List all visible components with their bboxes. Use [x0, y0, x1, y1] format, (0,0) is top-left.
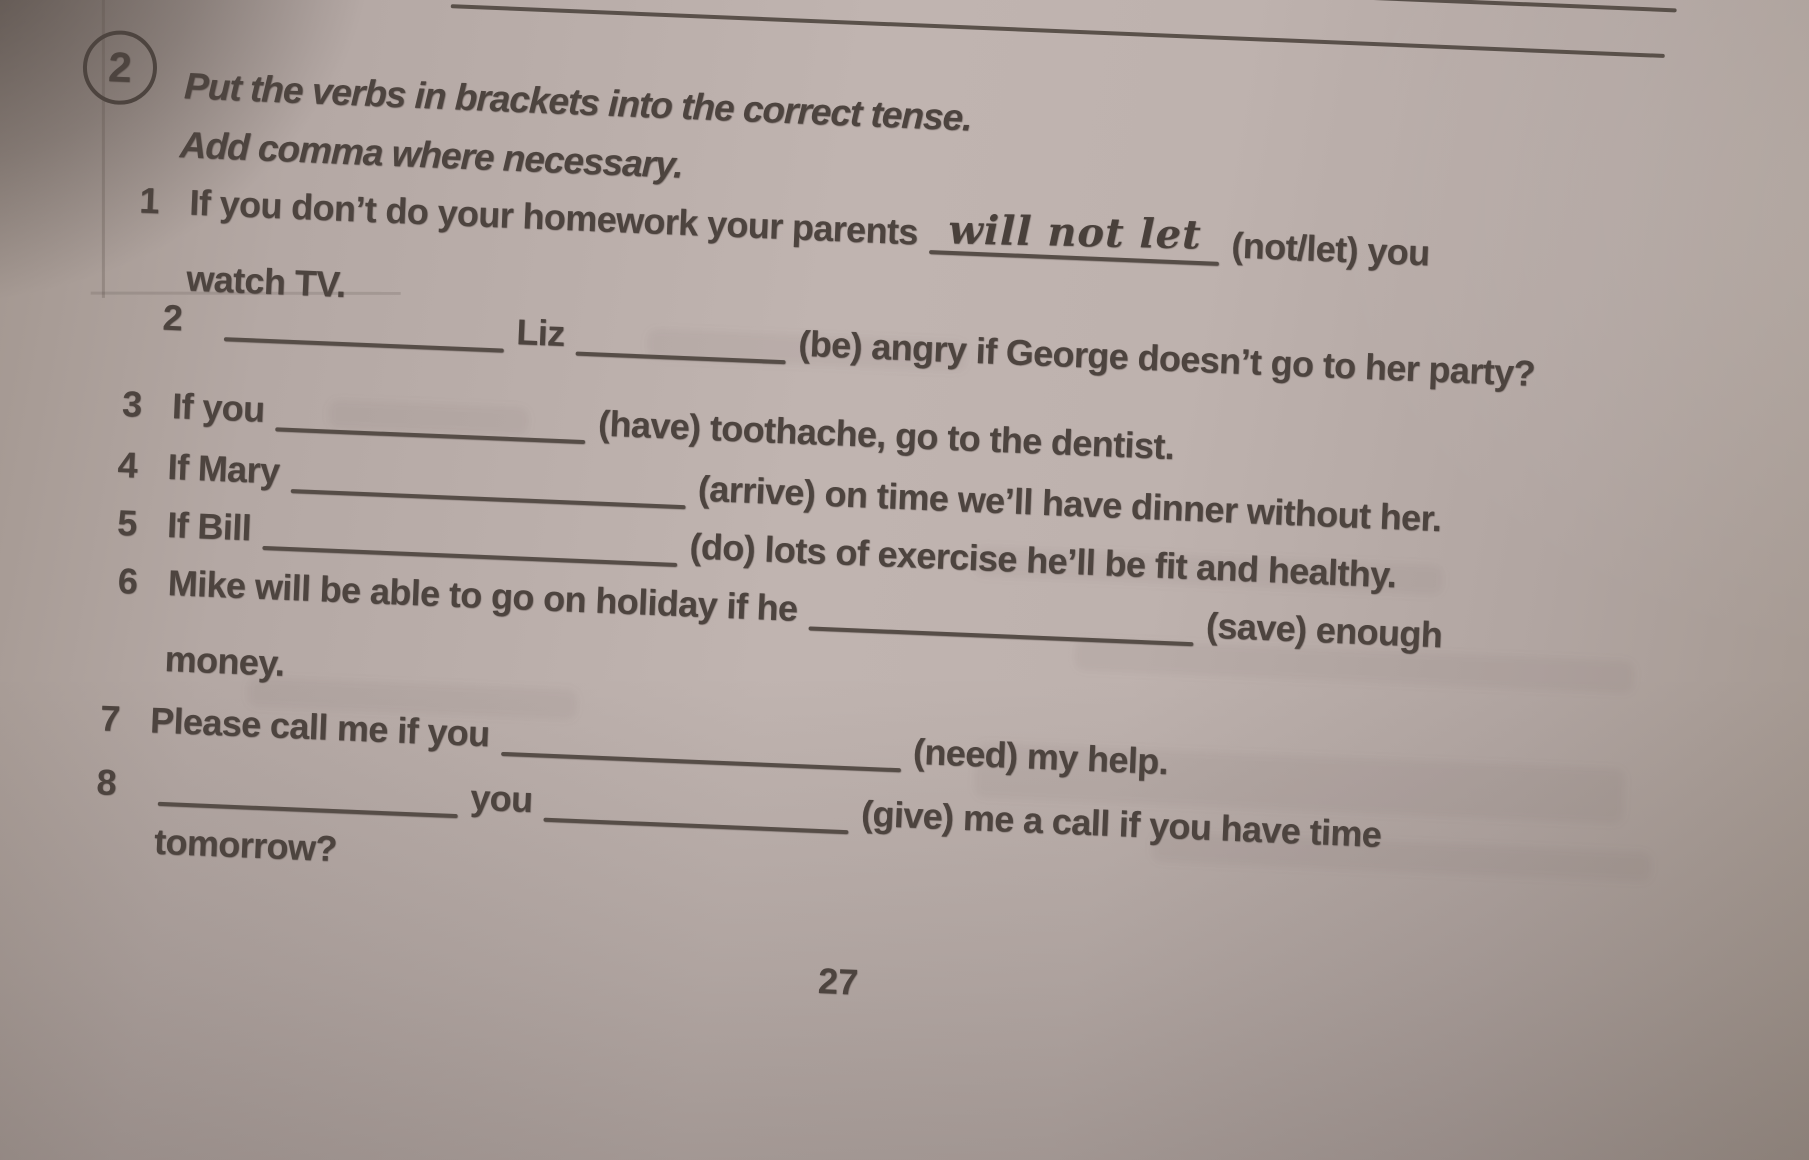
item-text: Liz [515, 311, 566, 355]
item-text: you [469, 776, 534, 821]
item-number: 4 [116, 443, 138, 486]
item-number: 7 [99, 697, 121, 740]
item-text: If Bill [166, 503, 252, 549]
item-text: If Mary [166, 445, 281, 492]
exercise-item-6-line-2: money. [163, 638, 286, 684]
verb-hint: (do) lots of exercise he’ll be fit and healthy. [688, 525, 1398, 596]
exercise-item-1-line-2: watch TV. [185, 257, 347, 306]
item-number: 1 [138, 179, 160, 222]
page-number: 27 [817, 960, 859, 1003]
verb-hint: (be) angry if George doesn’t go to her party? [797, 322, 1536, 394]
exercise-title-line-2: Add comma where necessary. [179, 124, 684, 186]
item-text: If you don’t do your homework your parents [188, 181, 919, 253]
answer-blank [262, 546, 677, 567]
exercise-item-2 [162, 297, 1536, 395]
previous-exercise-answer-line [1362, 0, 1677, 12]
verb-hint: (need) my help. [912, 730, 1169, 783]
item-text: Mike will be able to go on holiday if he [167, 562, 799, 629]
verb-hint: (arrive) on time we’ll have dinner without her. [697, 467, 1443, 540]
exercise-number-badge [81, 29, 158, 106]
exercise-title-line-1: Put the verbs in brackets into the correct tense. [183, 65, 973, 139]
answer-blank [809, 626, 1194, 646]
exercise-item-8-line-2: tomorrow? [153, 820, 338, 870]
answer-blank [158, 802, 458, 818]
item-number: 8 [95, 761, 117, 804]
item-number: 6 [117, 560, 139, 602]
verb-hint: (save) enough [1205, 604, 1444, 656]
item-text: Please call me if you [149, 699, 491, 755]
item-number: 3 [121, 383, 143, 425]
answer-blank [576, 352, 786, 365]
previous-exercise-answer-line [451, 4, 1665, 58]
verb-hint: (have) toothache, go to the dentist. [597, 402, 1175, 468]
answer-blank [276, 427, 586, 444]
item-number: 2 [161, 296, 184, 339]
verb-hint: (not/let) you [1230, 224, 1431, 274]
answer-blank [929, 206, 1219, 266]
answer-blank [544, 818, 849, 835]
item-text: If you [171, 385, 266, 430]
exercise-item-1-line-1 [139, 180, 1431, 275]
exercise-number: 2 [107, 43, 133, 92]
verb-hint: (give) me a call if you have time [860, 792, 1383, 855]
handwritten-answer: will not let [947, 206, 1202, 259]
workbook-page [60, 18, 1764, 1160]
item-number: 5 [116, 501, 138, 544]
answer-blank [224, 337, 504, 352]
answer-blank [291, 489, 686, 509]
answer-blank [501, 752, 901, 772]
